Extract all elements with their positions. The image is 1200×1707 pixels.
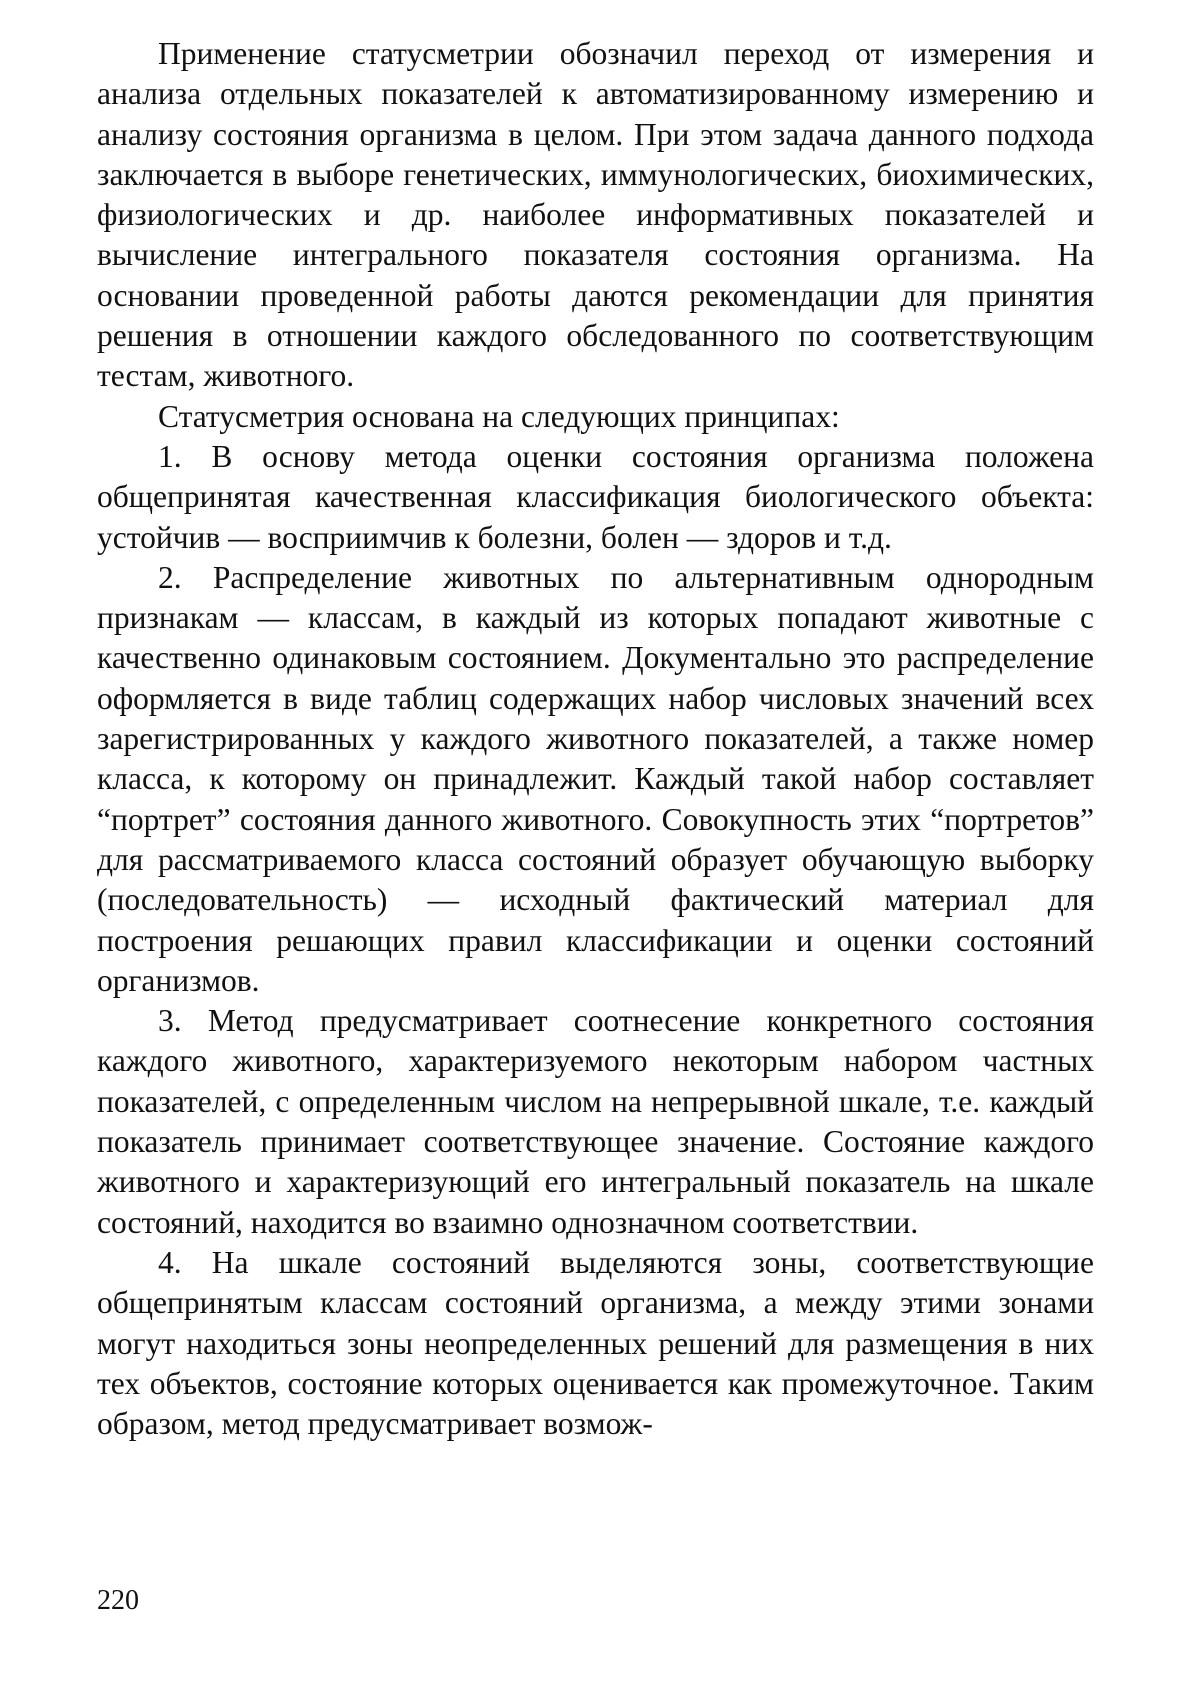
page-body [97, 34, 1094, 1444]
paragraph-principle-1: 1. В основу метода оценки состояния организма положена общепринятая качественная классификация биологического объекта: устойчив — восприимчив к болезни, болен — здоров и т.д. [97, 438, 1094, 555]
paragraph-principle-4: 4. На шкале состояний выделяются зоны, соответствующие общепринятым классам состояний организма, а между этими зонами могут находиться зоны неопределенных решений для размещения в них тех объектов, состояние которых оценивается как промежуточное. Таким образом, метод предусматривает возмож- [97, 1244, 1094, 1442]
paragraph-principle-2: 2. Распределение животных по альтернативным однородным признакам — классам, в каждый из которых попадают животные с качественно одинаковым состоянием. Документально это распределение оформляется в виде таблиц содержащих набор числовых значений всех зарегистрированных у каждого животного показателей, а также номер класса, к которому он принадлежит. Каждый такой набор составляет “портрет” состояния данного животного. Совокупность этих “портретов” для рассматриваемого класса состояний образует обучающую выборку (последовательность) — исходный фактический материал для построения решающих правил классификации и оценки состояний организмов. [97, 559, 1094, 998]
paragraph-intro: Применение статусметрии обозначил переход от измерения и анализа отдельных показателей к автоматизированному измерению и анализу состояния организма в целом. При этом задача данного подхода заключается в выборе генетических, иммунологических, биохимических, физиологических и др. наиболее информативных показателей и вычисление интегрального показателя состояния организма. На основании проведенной работы даются рекомендации для принятия решения в отношении каждого обследованного по соответствующим тестам, животного. [97, 36, 1094, 394]
paragraph-principles-heading: Статусметрия основана на следующих принципах: [158, 398, 840, 434]
page-number: 220 [97, 1585, 139, 1616]
paragraph-principle-3: 3. Метод предусматривает соотнесение конкретного состояния каждого животного, характеризуемого некоторым набором частных показателей, с определенным числом на непрерывной шкале, т.е. каждый показатель принимает соответствующее значение. Состояние каждого животного и характеризующий его интегральный показатель на шкале состояний, находится во взаимно однозначном соответствии. [97, 1003, 1094, 1240]
